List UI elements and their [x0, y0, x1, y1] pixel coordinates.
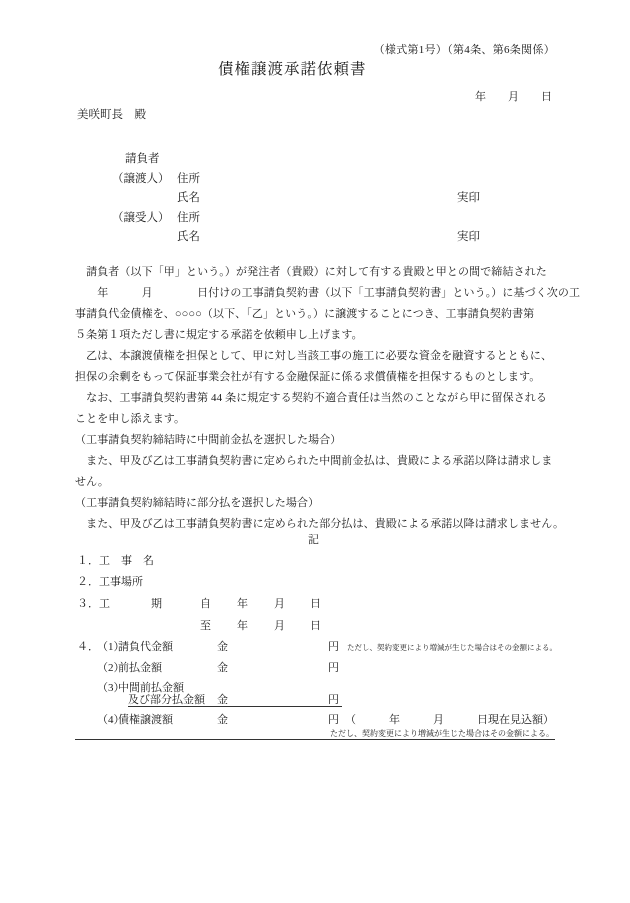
advance-paren: （2） — [97, 662, 125, 674]
interim-label: 中間前払金額 — [118, 682, 184, 694]
advance-kin: 金 — [217, 662, 228, 674]
assignee-address-label: 住所 — [177, 212, 200, 224]
record-item-period-label: ３．工 — [77, 598, 110, 610]
assignor-address-label: 住所 — [177, 173, 200, 185]
body-line: （工事請負契約締結時に部分払を選択した場合） — [75, 497, 320, 509]
partial-label: 及び部分払金額 — [128, 694, 205, 706]
body-line: なお、工事請負契約書第 44 条に規定する契約不適合責任は当然のことながら甲に留保される — [75, 392, 547, 404]
partial-kin: 金 — [217, 694, 228, 706]
bottom-rule — [75, 739, 555, 740]
period-to-label: 至 — [200, 620, 211, 632]
assignment-kin: 金 — [217, 714, 228, 726]
record-item-construction-name: １．工 事 名 — [77, 555, 154, 567]
body-line: 請負者（以下「甲」という。）が発注者（貴殿）に対して有する貴殿と甲との間で締結された — [75, 266, 547, 278]
record-item-construction-site: ２．工事場所 — [77, 576, 143, 588]
assignor-name-label: 氏名 — [177, 192, 200, 204]
body-text — [75, 262, 581, 535]
body-line: 担保の余剰をもって保証事業会社が有する金融保証に係る求償債権を担保するものとします。 — [75, 371, 541, 383]
assignee-seal-label: 実印 — [457, 231, 480, 243]
assignment-estimate: （ 年 月 日現在見込額） — [345, 714, 554, 726]
date-blank-line: 年 月 日 — [475, 91, 552, 103]
partial-amount-underline — [128, 706, 342, 707]
body-line: ５条第１項ただし書に規定する承諾を依頼申し上げます。 — [75, 329, 363, 341]
assignment-yen: 円 — [328, 714, 339, 726]
interim-paren: （3） — [97, 682, 125, 694]
body-line: 事請負代金債権を、○○○○（以下、「乙」という。）に譲渡することにつき、工事請負契約書第 — [75, 308, 535, 320]
contractor-label: 請負者 — [125, 153, 160, 165]
period-to-year: 年 — [237, 620, 248, 632]
body-line: また、甲及び乙は工事請負契約書に定められた部分払は、貴殿による承諾以降は請求しません。 — [75, 518, 565, 530]
body-line: ことを申し添えます。 — [75, 413, 186, 425]
addressee: 美咲町長 殿 — [77, 109, 146, 121]
assignment-paren: （4） — [97, 714, 125, 726]
advance-yen: 円 — [328, 662, 339, 674]
period-to-month: 月 — [274, 620, 285, 632]
assignment-label: 債権譲渡額 — [118, 714, 173, 726]
partial-yen: 円 — [328, 694, 339, 706]
contract-amount-kin: 金 — [217, 641, 228, 653]
contract-amount-note: ただし、契約変更により増減が生じた場合はその金額による。 — [347, 643, 557, 652]
assignee-name-label: 氏名 — [177, 231, 200, 243]
body-line: せん。 — [75, 476, 109, 488]
advance-label: 前払金額 — [118, 662, 162, 674]
assignee-label: （譲受人） — [112, 212, 170, 224]
period-from-label: 自 — [200, 598, 211, 610]
body-line: 年 月 日付けの工事請負契約書（以下「工事請負契約書」という。）に基づく次の工 — [75, 287, 581, 299]
form-reference: （様式第1号）（第4条、第6条関係） — [373, 44, 555, 56]
contract-amount-paren: （1） — [97, 641, 125, 653]
assignor-label: （譲渡人） — [112, 173, 170, 185]
page-title: 債権譲渡承諾依頼書 — [218, 61, 367, 78]
period-to-day: 日 — [310, 620, 321, 632]
contract-amount-label: 請負代金額 — [118, 641, 173, 653]
body-line: 乙は、本譲渡債権を担保として、甲に対し当該工事の施工に必要な資金を融資するとともに、 — [75, 350, 553, 362]
record-item-period-label2: 期 — [151, 598, 162, 610]
record-heading: 記 — [308, 534, 319, 546]
period-from-day: 日 — [310, 598, 321, 610]
contract-amount-yen: 円 — [328, 641, 339, 653]
body-line: （工事請負契約締結時に中間前金払を選択した場合） — [75, 434, 342, 446]
record-item4-no: ４． — [77, 641, 99, 653]
body-line: また、甲及び乙は工事請負契約書に定められた中間前金払は、貴殿による承諾以降は請求しま — [75, 455, 553, 467]
period-from-month: 月 — [274, 598, 285, 610]
period-from-year: 年 — [237, 598, 248, 610]
assignment-note: ただし、契約変更により増減が生じた場合はその金額による。 — [330, 729, 554, 738]
assignor-seal-label: 実印 — [457, 192, 480, 204]
